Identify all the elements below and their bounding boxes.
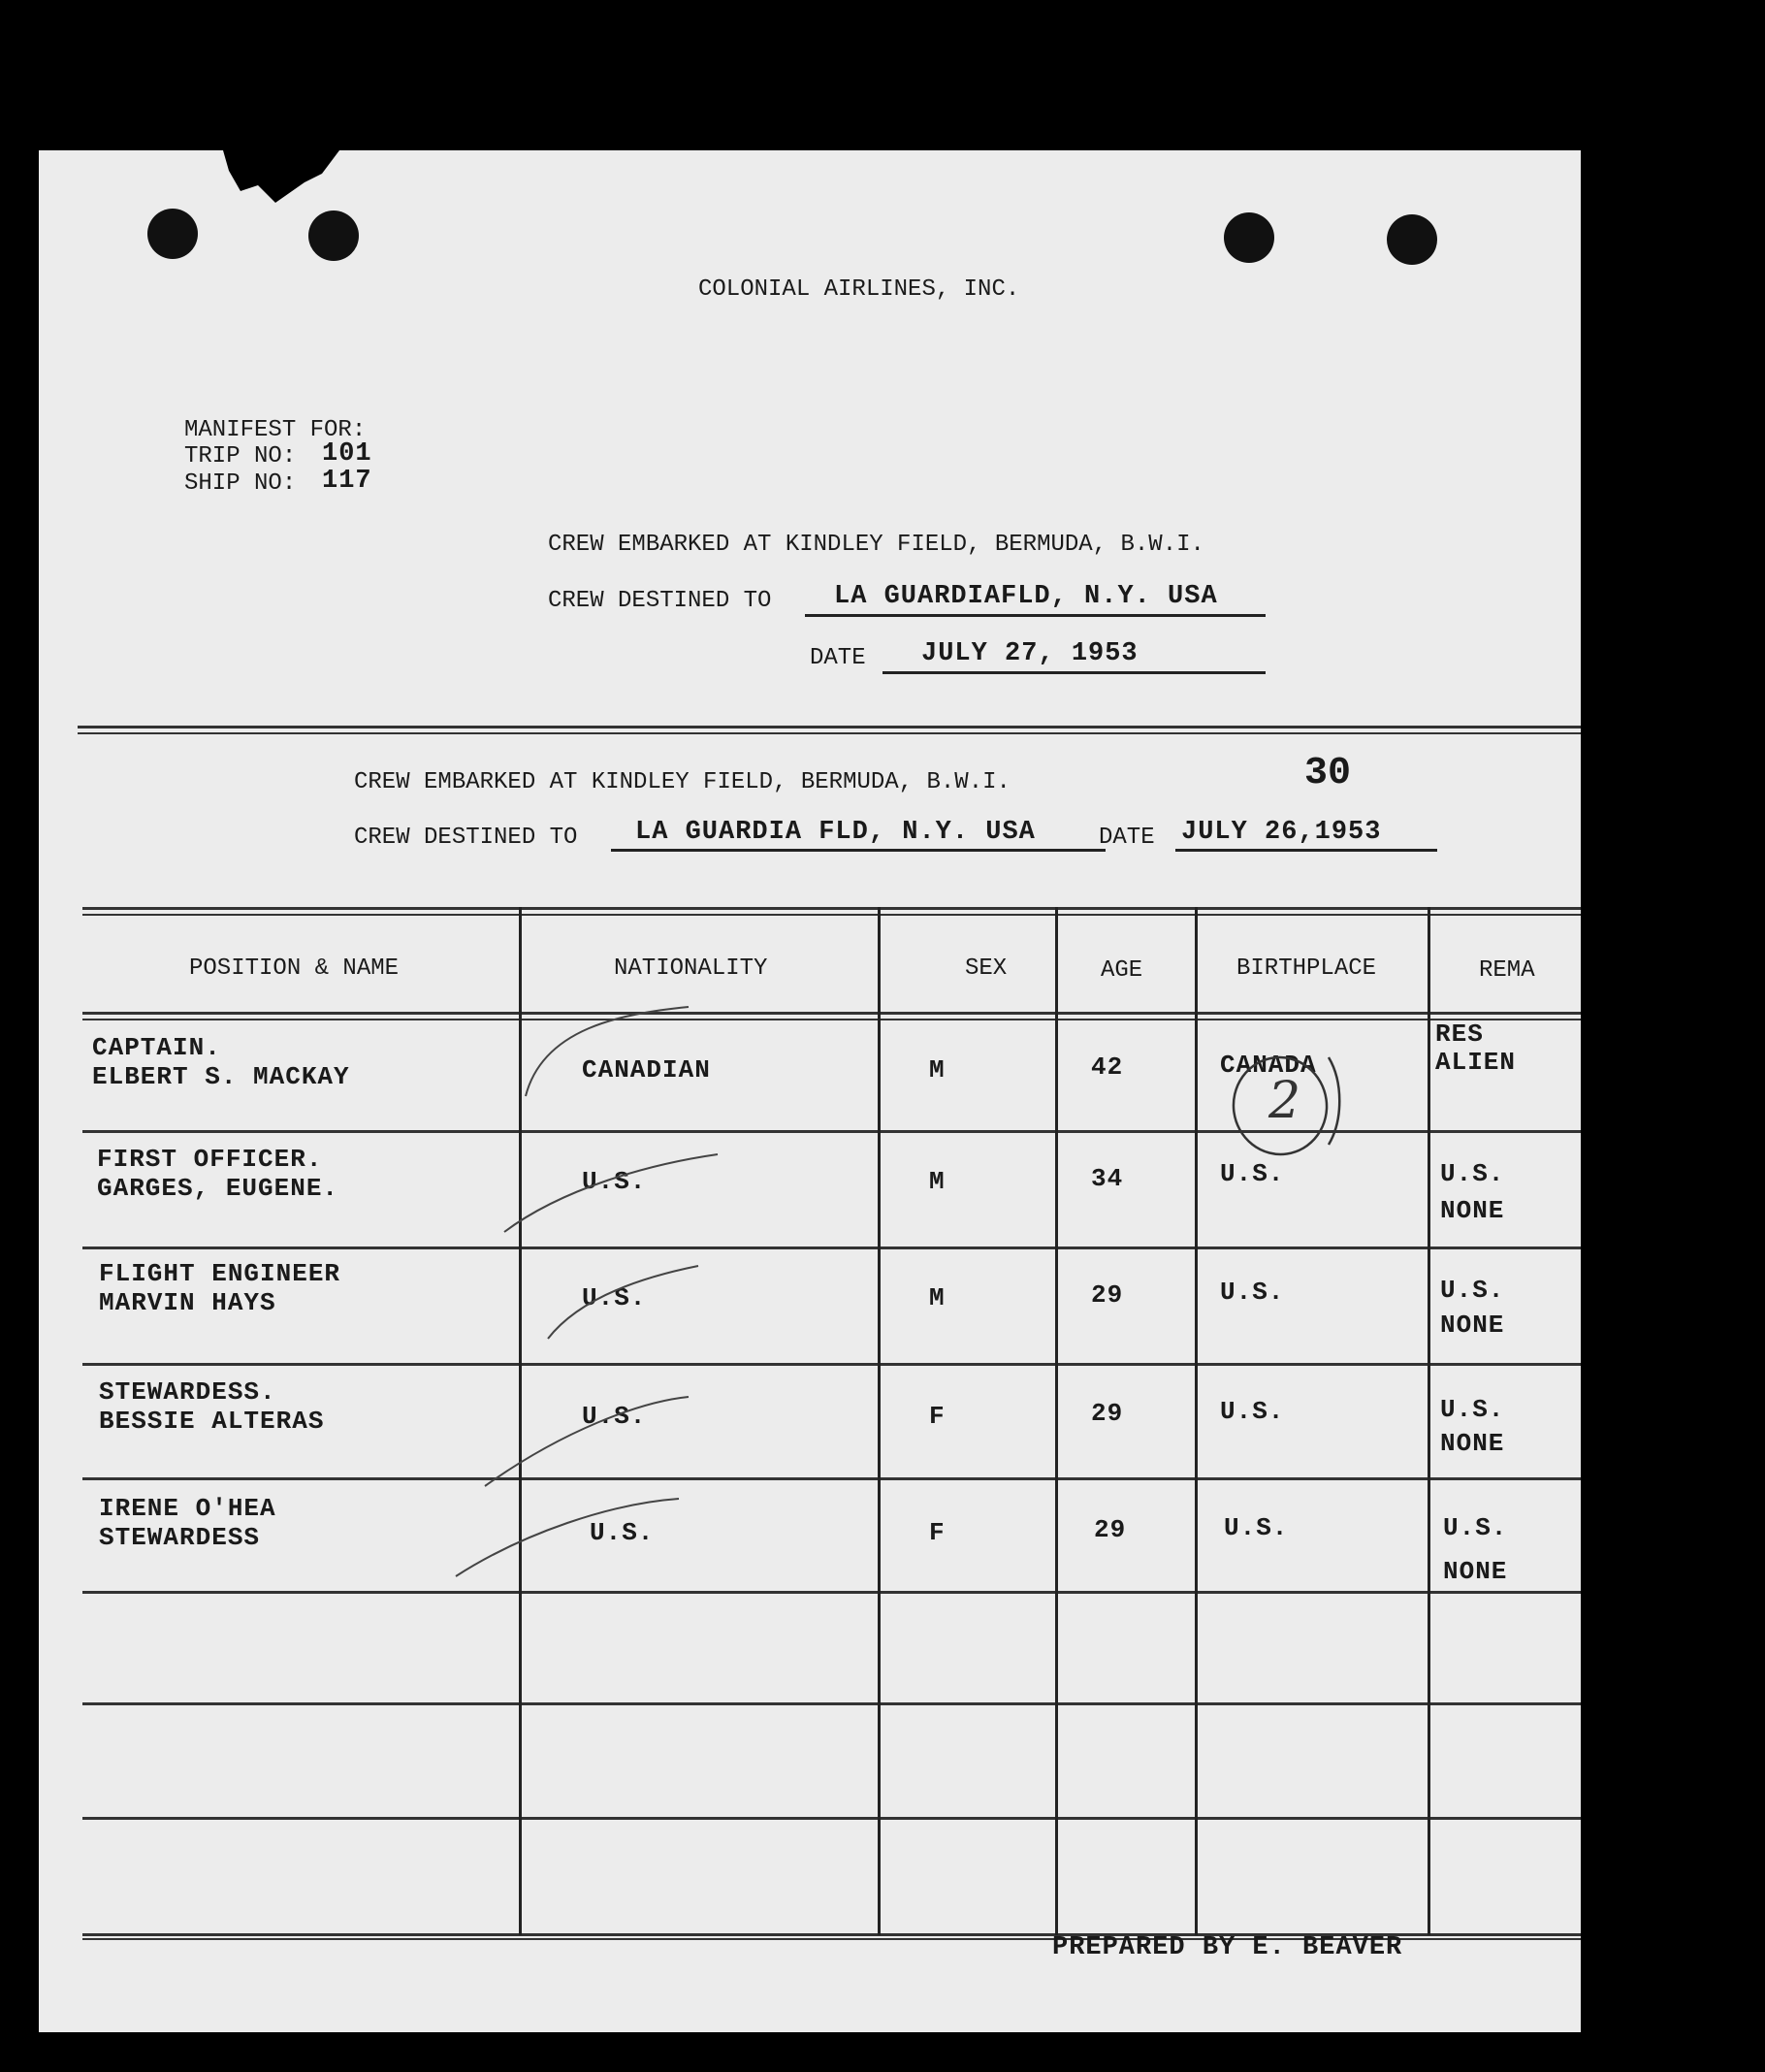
row-sex: F [929,1518,946,1547]
table-rule [82,914,1581,916]
lower-date: JULY 26,1953 [1181,818,1382,847]
punch-hole [1224,212,1274,263]
divider-rule [78,732,1581,734]
row-name: ELBERT S. MACKAY [92,1062,350,1091]
row-name: GARGES, EUGENE. [97,1174,339,1203]
column-rule [878,907,881,1935]
table-rule [82,1702,1581,1705]
row-name: MARVIN HAYS [99,1288,276,1317]
underline [611,849,1106,852]
row-remark-status: U.S. [1440,1276,1505,1305]
row-nationality: U.S. [582,1167,647,1196]
underline [882,671,1266,674]
row-remark-status: U.S. [1440,1395,1505,1424]
row-remark-note: ALIEN [1435,1048,1517,1077]
underline [1175,849,1437,852]
column-rule [519,907,522,1935]
lower-destination: LA GUARDIA FLD, N.Y. USA [635,818,1036,847]
upper-destined-label: CREW DESTINED TO [548,588,772,614]
upper-embarked: CREW EMBARKED AT KINDLEY FIELD, BERMUDA, B.W.I. [548,532,1204,558]
table-rule [82,1477,1581,1480]
table-rule [82,1246,1581,1249]
row-nationality: CANADIAN [582,1055,711,1085]
row-remark-note: NONE [1440,1311,1505,1340]
header-birthplace: BIRTHPLACE [1236,955,1377,982]
row-birthplace: U.S. [1220,1159,1285,1188]
row-name: BESSIE ALTERAS [99,1407,325,1436]
table-rule [82,1363,1581,1366]
row-sex: M [929,1283,946,1312]
trip-no-label: TRIP NO: [184,443,297,469]
row-nationality: U.S. [590,1518,655,1547]
punch-hole [1387,214,1437,265]
table-rule [82,1591,1581,1594]
company-name: COLONIAL AIRLINES, INC. [698,276,1020,303]
table-rule [82,1817,1581,1820]
table-rule [82,907,1581,910]
row-age: 34 [1091,1164,1124,1193]
punch-hole [147,209,198,259]
page-number: 30 [1304,752,1352,795]
row-position: FLIGHT ENGINEER [99,1259,341,1288]
row-birthplace: U.S. [1220,1397,1285,1426]
row-sex: F [929,1402,946,1431]
row-sex: M [929,1055,946,1085]
row-nationality: U.S. [582,1283,647,1312]
manifest-page [39,150,1581,2032]
prepared-by: PREPARED BY E. BEAVER [1052,1933,1403,1962]
upper-date: JULY 27, 1953 [921,639,1139,668]
row-age: 29 [1091,1280,1124,1310]
underline [805,614,1266,617]
row-remark-note: NONE [1440,1429,1505,1458]
row-nationality: U.S. [582,1402,647,1431]
trip-no-value: 101 [322,439,372,469]
row-position: FIRST OFFICER. [97,1145,323,1174]
row-birthplace: U.S. [1220,1278,1285,1307]
lower-embarked: CREW EMBARKED AT KINDLEY FIELD, BERMUDA, B.W.I. [354,769,1011,795]
punch-hole [308,210,359,261]
column-rule [1055,907,1058,1935]
manifest-for-label: MANIFEST FOR: [184,417,367,443]
column-rule [1428,907,1430,1935]
column-rule [1195,907,1198,1935]
torn-corner [223,150,339,209]
row-age: 29 [1094,1515,1127,1544]
row-remark-status: U.S. [1443,1513,1508,1542]
header-age: AGE [1101,957,1143,984]
row-birthplace: CANADA [1220,1051,1317,1080]
header-sex: SEX [965,955,1008,982]
row-position: IRENE O'HEA [99,1494,276,1523]
row-remark-status: U.S. [1440,1159,1505,1188]
handwritten-annotation: 2 [1268,1072,1301,1130]
header-nationality: NATIONALITY [614,955,768,982]
ship-no-label: SHIP NO: [184,470,297,497]
row-age: 29 [1091,1399,1124,1428]
table-rule [82,1019,1581,1020]
row-remark-note: NONE [1443,1557,1508,1586]
table-rule [82,1130,1581,1133]
row-name: STEWARDESS [99,1523,261,1552]
row-remark-status: RES [1435,1020,1484,1049]
lower-destined-label: CREW DESTINED TO [354,825,578,851]
row-birthplace: U.S. [1224,1513,1289,1542]
ship-no-value: 117 [322,467,372,496]
row-age: 42 [1091,1052,1124,1082]
header-remarks: REMA [1479,957,1535,984]
table-rule [82,1012,1581,1015]
divider-rule [78,726,1581,728]
row-remark-note: NONE [1440,1196,1505,1225]
upper-date-label: DATE [810,645,866,671]
lower-date-label: DATE [1099,825,1155,851]
row-sex: M [929,1167,946,1196]
row-position: CAPTAIN. [92,1033,221,1062]
row-position: STEWARDESS. [99,1377,276,1407]
upper-destination: LA GUARDIAFLD, N.Y. USA [834,582,1218,611]
header-position-name: POSITION & NAME [189,955,400,982]
